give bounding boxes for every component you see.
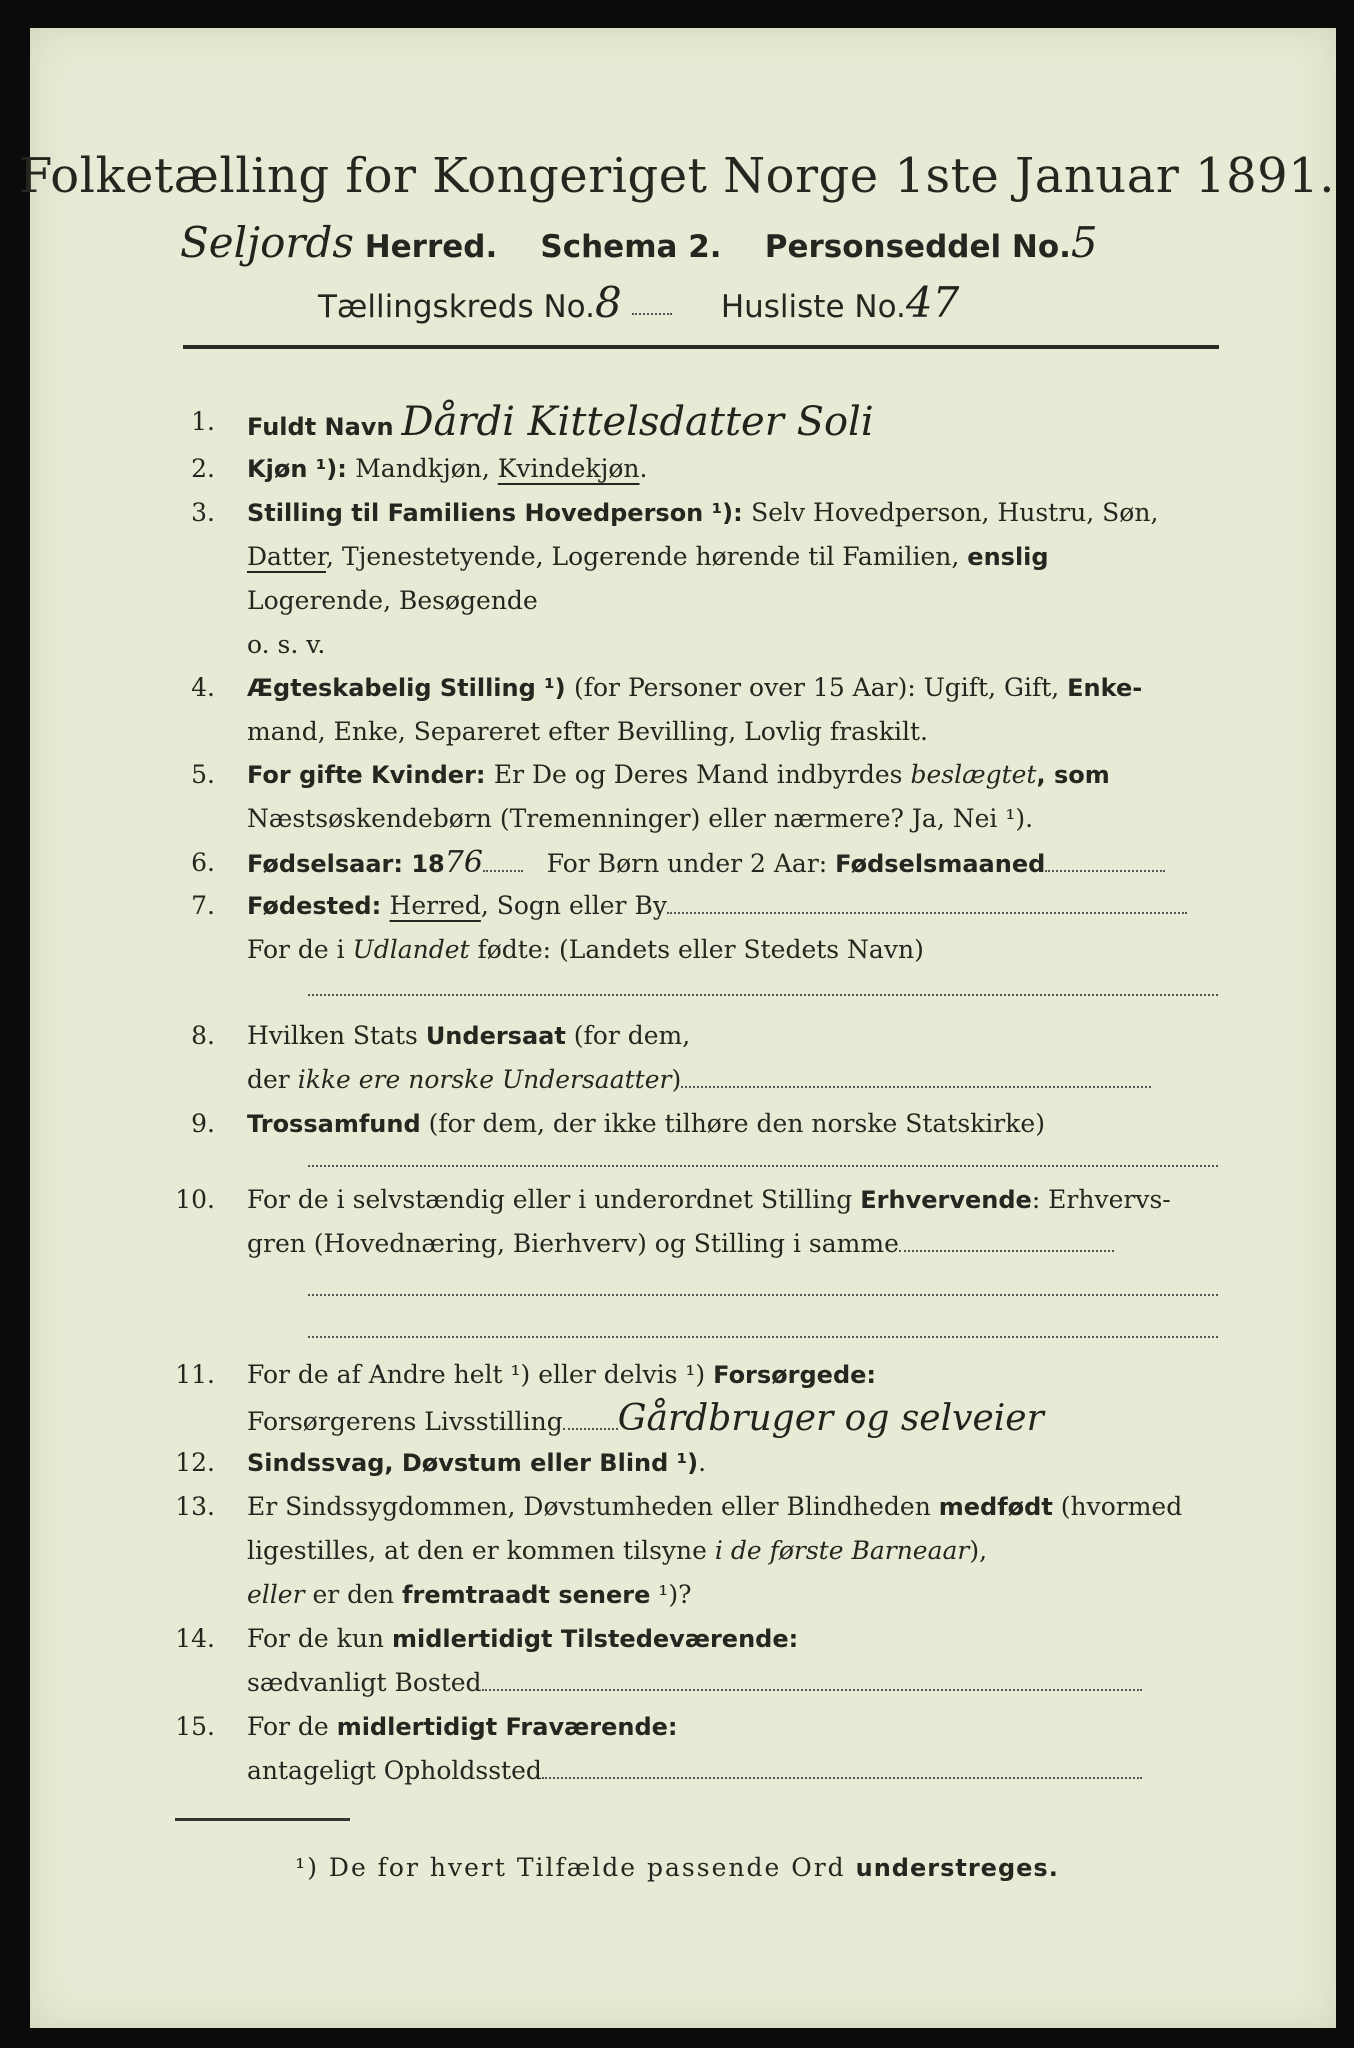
taellingskreds-line — [318, 278, 959, 327]
herred-label: Herred. — [364, 229, 498, 265]
herred-handwritten: Seljords — [180, 218, 354, 267]
husliste-number: 47 — [905, 278, 960, 327]
form-title: Folketælling for Kongeriget Norge 1ste Januar 1891. — [19, 148, 1335, 204]
husliste-label: Husliste No. — [720, 289, 906, 325]
footnote: ¹) De for hvert Tilfælde passende Ord understreges. — [295, 1853, 1059, 1882]
personseddel-number: 5 — [1070, 218, 1098, 267]
provider-occupation-value: Gårdbruger og selveier — [617, 1398, 1044, 1439]
herred-line — [180, 218, 1098, 267]
schema-label: Schema 2. — [540, 229, 722, 265]
personseddel-label: Personseddel No. — [764, 229, 1071, 265]
full-name-value: Dårdi Kittelsdatter Soli — [401, 399, 874, 445]
footnote-divider — [175, 1818, 350, 1821]
taellingskreds-label: Tællingskreds No. — [318, 289, 595, 325]
birth-year-value: 76 — [444, 845, 483, 880]
taellingskreds-number: 8 — [594, 278, 622, 327]
header-divider — [183, 345, 1219, 349]
